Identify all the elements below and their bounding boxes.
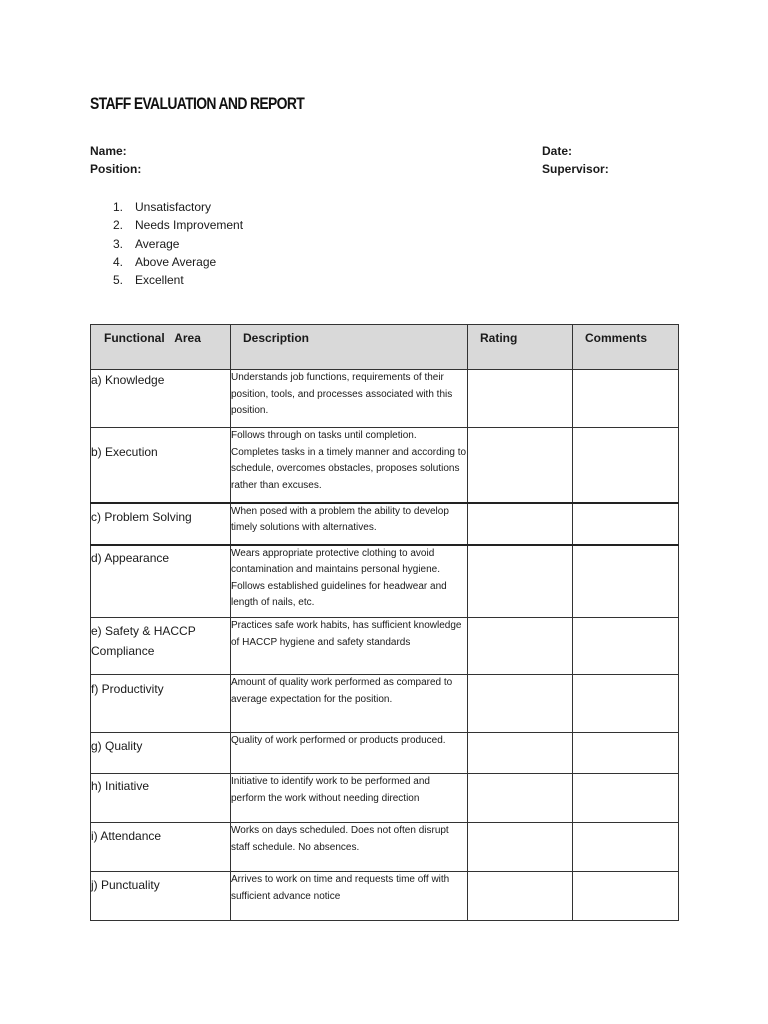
- rating-number: 3.: [113, 236, 124, 251]
- comments-cell[interactable]: [573, 503, 679, 545]
- functional-area-cell: d) Appearance: [91, 545, 231, 618]
- functional-area-cell: e) Safety & HACCP Compliance: [91, 618, 231, 675]
- name-label: Name:: [90, 144, 127, 158]
- comments-cell[interactable]: [573, 733, 679, 774]
- table-row: [91, 370, 679, 428]
- table-row: [91, 733, 679, 774]
- rating-cell[interactable]: [468, 370, 573, 428]
- rating-cell[interactable]: [468, 823, 573, 872]
- table-row: [91, 618, 679, 675]
- functional-area-cell: g) Quality: [91, 733, 231, 774]
- description-cell: Initiative to identify work to be performed and perform the work without needing direction: [231, 774, 468, 823]
- comments-cell[interactable]: [573, 545, 679, 618]
- table-row: [91, 823, 679, 872]
- description-cell: Amount of quality work performed as compared to average expectation for the position.: [231, 675, 468, 733]
- document-title: STAFF EVALUATION AND REPORT: [90, 94, 305, 113]
- description-cell: Quality of work performed or products produced.: [231, 733, 468, 774]
- description-cell: Follows through on tasks until completion. Completes tasks in a timely manner and according to schedule, overcomes obstacles, proposes solutions rather than excuses.: [231, 428, 468, 503]
- table-row: [91, 503, 679, 545]
- functional-area-cell: f) Productivity: [91, 675, 231, 733]
- comments-cell[interactable]: [573, 428, 679, 503]
- header-comments: Comments: [573, 325, 679, 370]
- comments-cell[interactable]: [573, 370, 679, 428]
- date-label: Date:: [542, 144, 573, 158]
- rating-cell[interactable]: [468, 618, 573, 675]
- functional-area-cell: j) Punctuality: [91, 872, 231, 921]
- functional-area-cell: c) Problem Solving: [91, 503, 231, 545]
- comments-cell[interactable]: [573, 823, 679, 872]
- rating-label: Average: [135, 236, 180, 251]
- functional-area-cell: i) Attendance: [91, 823, 231, 872]
- comments-cell[interactable]: [573, 774, 679, 823]
- rating-number: 4.: [113, 254, 124, 269]
- position-label: Position:: [90, 162, 142, 176]
- header-functional-area: Functional Area: [91, 325, 231, 370]
- description-cell: Wears appropriate protective clothing to avoid contamination and maintains personal hygiene. Follows established guidelines for headwear and length of nails, etc.: [231, 545, 468, 618]
- rating-scale-item: [113, 216, 243, 234]
- functional-area-cell: a) Knowledge: [91, 370, 231, 428]
- rating-cell[interactable]: [468, 428, 573, 503]
- functional-area-cell: b) Execution: [91, 428, 231, 503]
- table-row: [91, 675, 679, 733]
- rating-number: 2.: [113, 218, 124, 233]
- rating-scale-list: [113, 198, 243, 289]
- description-cell: Arrives to work on time and requests time off with sufficient advance notice: [231, 872, 468, 921]
- rating-scale-item: [113, 253, 243, 271]
- rating-cell[interactable]: [468, 774, 573, 823]
- rating-label: Needs Improvement: [135, 218, 244, 233]
- description-cell: Understands job functions, requirements of their position, tools, and processes associated with this position.: [231, 370, 468, 428]
- supervisor-label: Supervisor:: [542, 162, 609, 176]
- description-cell: Works on days scheduled. Does not often disrupt staff schedule. No absences.: [231, 823, 468, 872]
- description-cell: Practices safe work habits, has sufficient knowledge of HACCP hygiene and safety standards: [231, 618, 468, 675]
- comments-cell[interactable]: [573, 675, 679, 733]
- rating-cell[interactable]: [468, 675, 573, 733]
- table-row: [91, 545, 679, 618]
- rating-number: 5.: [113, 273, 124, 288]
- evaluation-table: [90, 324, 679, 921]
- rating-label: Unsatisfactory: [135, 200, 212, 214]
- rating-scale-item: [113, 271, 243, 289]
- table-row: [91, 428, 679, 503]
- table-header-row: [91, 325, 679, 370]
- rating-label: Excellent: [135, 273, 184, 288]
- rating-cell[interactable]: [468, 503, 573, 545]
- rating-cell[interactable]: [468, 872, 573, 921]
- table-row: [91, 774, 679, 823]
- rating-number: 1.: [113, 200, 124, 214]
- rating-cell[interactable]: [468, 733, 573, 774]
- comments-cell[interactable]: [573, 872, 679, 921]
- table-row: [91, 872, 679, 921]
- rating-scale-item: [113, 235, 243, 253]
- header-description: Description: [231, 325, 468, 370]
- rating-scale-item: [113, 198, 243, 216]
- functional-area-cell: h) Initiative: [91, 774, 231, 823]
- rating-cell[interactable]: [468, 545, 573, 618]
- header-rating: Rating: [468, 325, 573, 370]
- comments-cell[interactable]: [573, 618, 679, 675]
- rating-label: Above Average: [135, 254, 217, 269]
- description-cell: When posed with a problem the ability to develop timely solutions with alternatives.: [231, 503, 468, 545]
